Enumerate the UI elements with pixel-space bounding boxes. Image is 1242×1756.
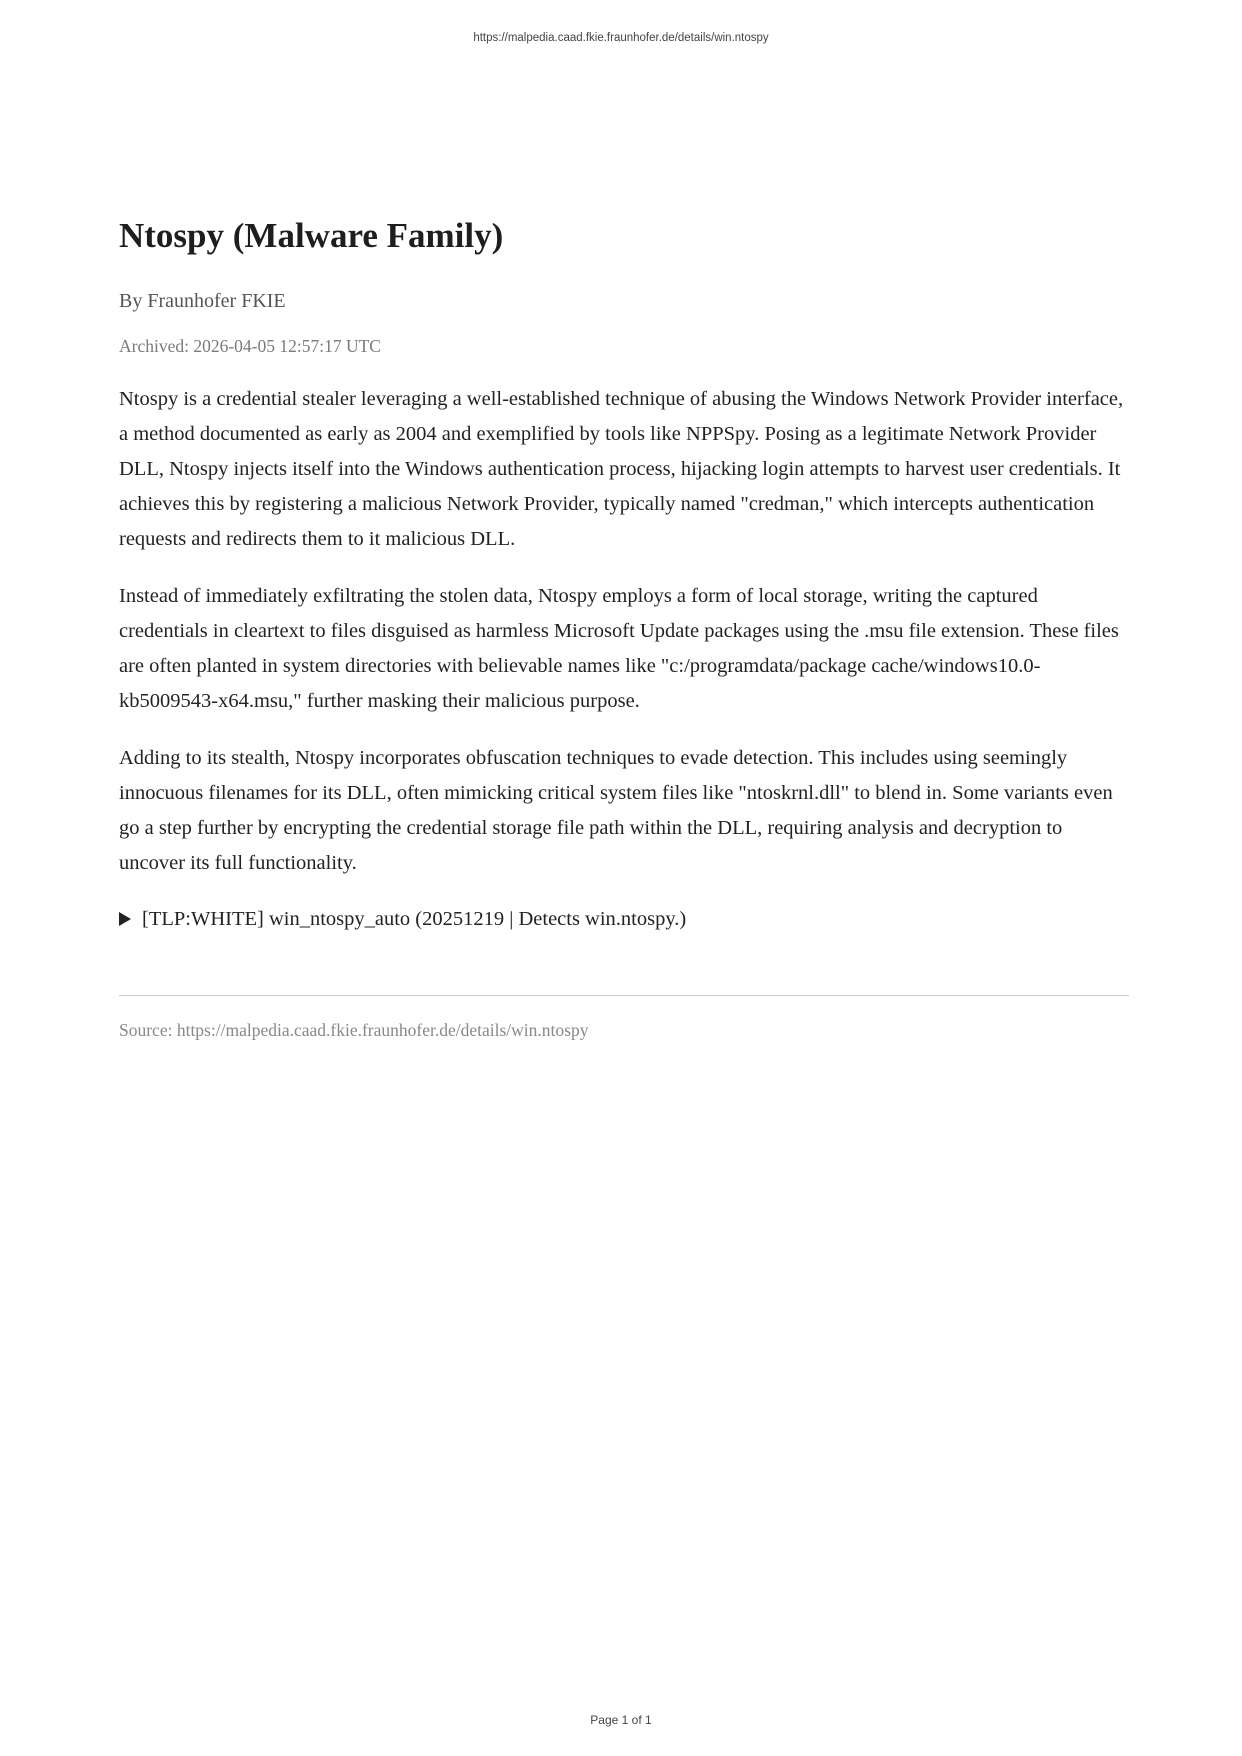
divider: [119, 995, 1129, 996]
disclosure-triangle-icon: [119, 912, 131, 926]
archived-timestamp: Archived: 2026-04-05 12:57:17 UTC: [119, 336, 381, 356]
body-paragraph-2: Instead of immediately exfiltrating the stolen data, Ntospy employs a form of local storage, writing the captured credentials in cleartext to files disguised as harmless Microsoft Update packages using the .msu file extension. These files are often planted in system directories with believable names like "c:/programdata/package cache/windows10.0-kb5009543-x64.msu," further masking their malicious purpose.: [119, 585, 1119, 712]
print-header-url: https://malpedia.caad.fkie.fraunhofer.de/details/win.ntospy: [473, 32, 769, 44]
page-title: Ntospy (Malware Family): [119, 216, 504, 255]
yara-rule-disclosure[interactable]: [119, 903, 1129, 935]
byline: By Fraunhofer FKIE: [119, 290, 286, 312]
article: [119, 212, 1129, 1042]
yara-rule-label: [TLP:WHITE] win_ntospy_auto (20251219 | Detects win.ntospy.): [142, 908, 687, 930]
body-paragraph-1: Ntospy is a credential stealer leveraging a well-established technique of abusing the Windows Network Provider interface, a method documented as early as 2004 and exemplified by tools like NPPSpy. Posing as a legitimate Network Provider DLL, Ntospy injects itself into the Windows authentication process, hijacking login attempts to harvest user credentials. It achieves this by registering a malicious Network Provider, typically named "credman," which intercepts authentication requests and redirects them to it malicious DLL.: [119, 388, 1124, 550]
body-paragraph-3: Adding to its stealth, Ntospy incorporates obfuscation techniques to evade detection. This includes using seemingly innocuous filenames for its DLL, often mimicking critical system files like "ntoskrnl.dll" to blend in. Some variants even go a step further by encrypting the credential storage file path within the DLL, requiring analysis and decryption to uncover its full functionality.: [119, 747, 1113, 874]
source-line: Source: https://malpedia.caad.fkie.fraunhofer.de/details/win.ntospy: [119, 1020, 589, 1040]
page-number: Page 1 of 1: [590, 1713, 652, 1727]
